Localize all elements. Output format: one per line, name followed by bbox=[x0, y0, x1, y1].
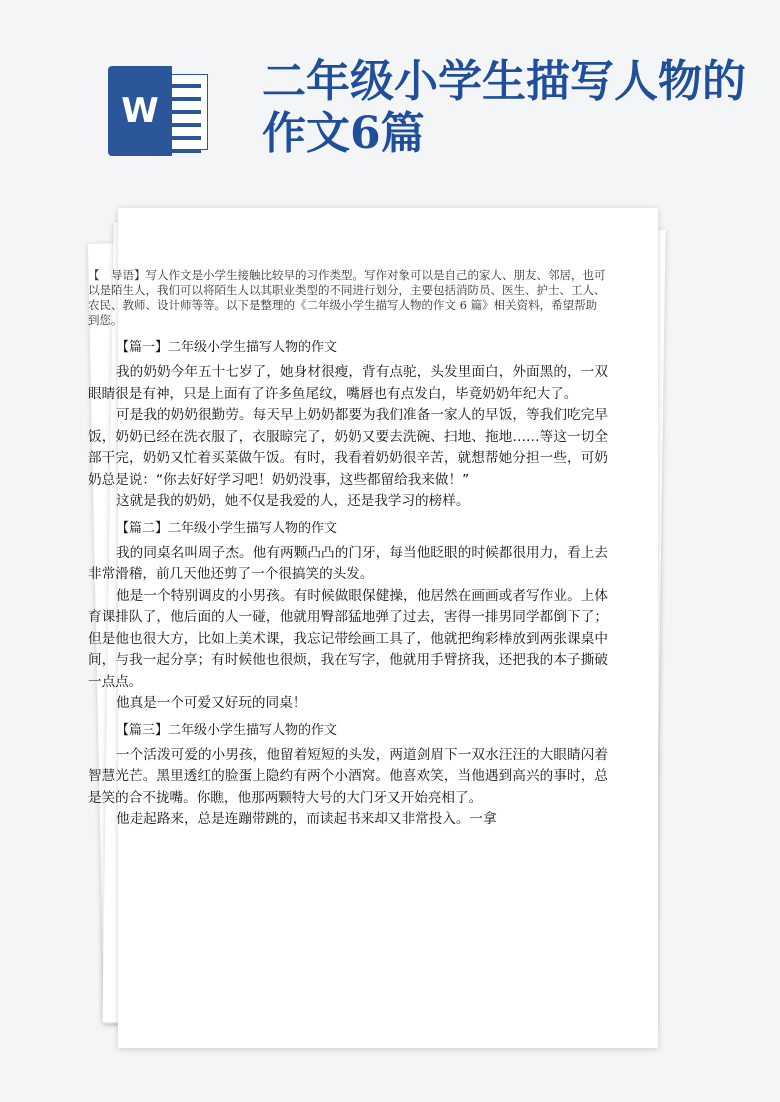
paragraph: 他走起路来，总是连蹦带跳的，而读起书来却又非常投入。一拿 bbox=[116, 811, 497, 827]
paragraph: 这就是我的奶奶，她不仅是我爱的人，还是我学习的榜样。 bbox=[116, 493, 470, 509]
word-logo bbox=[108, 66, 206, 156]
paragraph: 我的同桌名叫周子杰。他有两颗凸凸的门牙，每当他眨眼的时候都很用力，看上去非常滑稽，前几天他还剪了一个很搞笑的头发。 bbox=[88, 544, 608, 582]
intro-paragraph: 【 导语】写人作文是小学生接触比较早的习作类型。写作对象可以是自己的家人、朋友、邻居，也可以是陌生人，我们可以将陌生人以其职业类型的不同进行划分，主要包括消防员、医生、护士、工人、农民、教师、设计师等等。以下是整理的《二年级小学生描写人物的作文 6 篇》相关资料，希望帮助到您。 bbox=[88, 268, 606, 327]
word-icon bbox=[108, 66, 172, 156]
section-1 bbox=[88, 340, 608, 513]
paragraph: 他真是一个可爱又好玩的同桌！ bbox=[116, 695, 307, 711]
page-title: 二年级小学生描写人物的作文6篇 bbox=[262, 56, 746, 159]
section-title: 【篇二】二年级小学生描写人物的作文 bbox=[116, 520, 338, 536]
paragraph: 我的奶奶今年五十七岁了，她身材很瘦，背有点驼，头发里面白，外面黑的，一双眼睛很是有神，只是上面有了许多鱼尾纹，嘴唇也有点发白，毕竟奶奶年纪大了。 bbox=[88, 364, 608, 402]
section-title: 【篇三】二年级小学生描写人物的作文 bbox=[116, 722, 338, 738]
section-3 bbox=[88, 723, 608, 831]
paragraph: 可是我的奶奶很勤劳。每天早上奶奶都要为我们准备一家人的早饭，等我们吃完早饭，奶奶已经在洗衣服了，衣服晾完了，奶奶又要去洗碗、扫地、拖地……等这一切全部干完，奶奶又忙着买菜做午饭。有时，我看着奶奶很辛苦，就想帮她分担一些，可奶奶总是说：“你去好好学习吧！奶奶没事，这些都留给我来做！” bbox=[88, 407, 608, 488]
section-2 bbox=[88, 521, 608, 715]
section-title: 【篇一】二年级小学生描写人物的作文 bbox=[116, 340, 338, 355]
logo-letter: W bbox=[121, 91, 159, 131]
paragraph: 他是一个特别调皮的小男孩。有时候做眼保健操，他居然在画画或者写作业。上体育课排队了，他后面的人一碰，他就用臀部猛地弹了过去，害得一排男同学都倒下了；但是他也很大方，比如上美术课，我忘记带绘画工具了，他就把绚彩棒放到两张课桌中间，与我一起分享；有时候他也很烦，我在写字，他就用手臂挤我，还把我的本子撕破一点点。 bbox=[88, 587, 608, 690]
document-body bbox=[88, 268, 608, 831]
paragraph: 一个活泼可爱的小男孩，他留着短短的头发，两道剑眉下一双水汪汪的大眼睛闪着智慧光芒。黑里透红的脸蛋上隐约有两个小酒窝。他喜欢笑，当他遇到高兴的事时，总是笑的合不拢嘴。你瞧，他那两颗特大号的大门牙又开始亮相了。 bbox=[88, 746, 608, 806]
